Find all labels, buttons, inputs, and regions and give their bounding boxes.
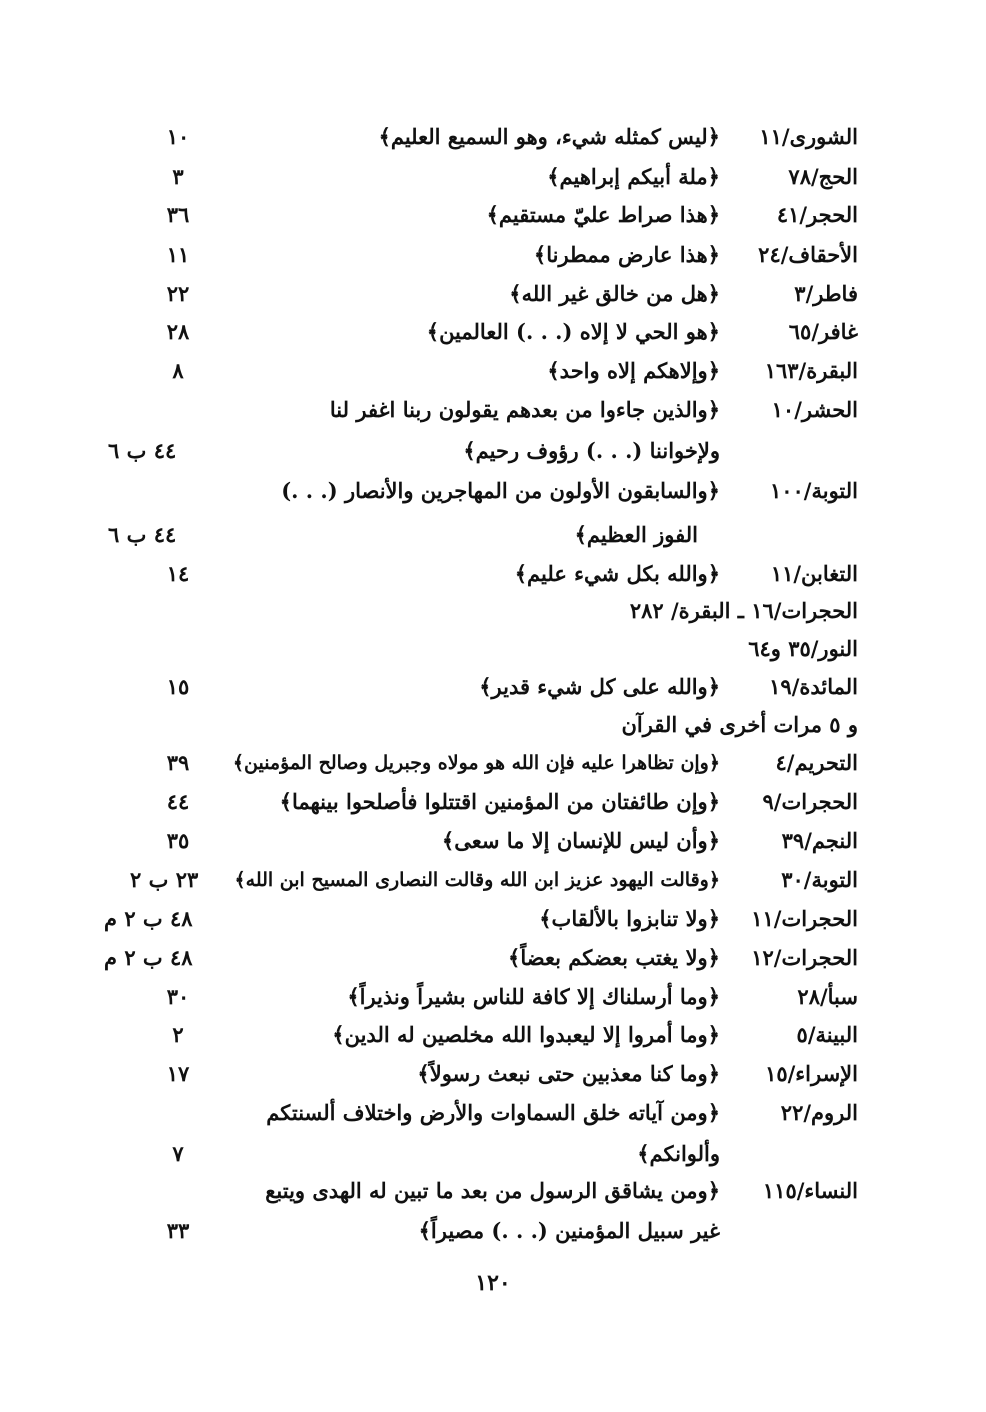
page-reference: ٣٦ — [166, 202, 190, 227]
index-row — [0, 196, 986, 234]
surah-reference: الإسراء/١٥ — [765, 1061, 858, 1086]
verse-text: ﴿ومن آياته خلق السماوات والأرض واختلاف ألسنتكم — [266, 1100, 720, 1125]
page-number: ١٢٠ — [475, 1270, 511, 1296]
page-reference: ٢٣ ب ٢ — [130, 867, 199, 892]
surah-reference: التحريم/٤ — [775, 750, 858, 775]
index-row — [0, 1212, 986, 1250]
cross-reference-line: النور/٣٥ و٦٤ — [748, 636, 858, 661]
verse-text: ﴿هذا صراط عليّ مستقيم﴾ — [486, 202, 720, 227]
page-reference: ٢٢ — [166, 281, 190, 306]
index-row — [0, 592, 986, 630]
verse-text: ﴿وأن ليس للإنسان إلا ما سعى﴾ — [441, 828, 720, 853]
verse-text: وألوانكم﴾ — [637, 1141, 720, 1166]
page-reference: ١٤ — [166, 561, 190, 586]
surah-reference: التغابن/١١ — [770, 561, 858, 586]
index-row — [0, 391, 986, 429]
page-reference: ٣٠ — [166, 984, 190, 1009]
page-reference: ٤٨ ب ٢ م — [104, 945, 193, 970]
surah-reference: التوبة/١٠٠ — [769, 478, 858, 503]
surah-reference: الحجر/٤١ — [776, 202, 858, 227]
index-row — [0, 236, 986, 274]
verse-text: ﴿هو الحي لا إلاه (. . .) العالمين﴾ — [426, 319, 720, 344]
index-row — [0, 900, 986, 938]
page-reference: ٤٤ ب ٦ — [108, 522, 177, 547]
page-reference: ٣٥ — [166, 828, 190, 853]
page-reference: ٣ — [172, 164, 184, 189]
index-row — [0, 939, 986, 977]
index-row — [0, 706, 986, 744]
verse-text: ولإخواننا (. . .) رؤوف رحيم﴾ — [463, 438, 720, 463]
verse-text: ﴿هذا عارض ممطرنا﴾ — [533, 242, 720, 267]
cross-reference-line: الحجرات/١٦ ـ البقرة/ ٢٨٢ — [629, 598, 858, 623]
page-reference: ١١ — [166, 242, 190, 267]
index-row — [0, 1094, 986, 1132]
verse-text: ﴿وإن طائفتان من المؤمنين اقتتلوا فأصلحوا بينهما﴾ — [279, 789, 720, 814]
note-line: و ٥ مرات أخرى في القرآن — [621, 712, 858, 737]
index-row — [0, 352, 986, 390]
index-row — [0, 822, 986, 860]
surah-reference: الحجرات/١١ — [751, 906, 858, 931]
verse-text: ﴿ولا يغتب بعضكم بعضاً﴾ — [508, 945, 720, 970]
surah-reference: الحشر/١٠ — [771, 397, 858, 422]
index-row — [0, 861, 986, 899]
verse-text: ﴿والسابقون الأولون من المهاجرين والأنصار (. . .) — [281, 478, 720, 503]
index-row — [0, 555, 986, 593]
page-reference: ٢ — [172, 1022, 184, 1047]
index-row — [0, 1135, 986, 1173]
verse-text: ﴿وما أمروا إلا ليعبدوا الله مخلصين له الدين﴾ — [332, 1022, 720, 1047]
surah-reference: التوبة/٣٠ — [781, 867, 858, 892]
page-reference: ٣٩ — [166, 750, 190, 775]
verse-text: ﴿ولا تنابزوا بالألقاب﴾ — [539, 906, 720, 931]
verse-text: ﴿والذين جاءوا من بعدهم يقولون ربنا اغفر لنا — [329, 397, 720, 422]
index-row — [0, 472, 986, 510]
page-reference: ١٧ — [166, 1061, 190, 1086]
page-reference: ٤٤ ب ٦ — [108, 438, 177, 463]
page-reference: ١٠ — [166, 124, 190, 149]
surah-reference: الروم/٢٢ — [780, 1100, 858, 1125]
verse-text: ﴿والله بكل شيء عليم﴾ — [514, 561, 720, 586]
verse-text: الفوز العظيم﴾ — [574, 522, 698, 547]
verse-text: ﴿وإلاهكم إلاه واحد﴾ — [547, 358, 720, 383]
surah-reference: النجم/٣٩ — [781, 828, 858, 853]
index-row — [0, 516, 986, 554]
verse-text: ﴿وإن تظاهرا عليه فإن الله هو مولاه وجبريل وصالح المؤمنين﴾ — [232, 752, 720, 774]
index-row — [0, 668, 986, 706]
surah-reference: النساء/١١٥ — [762, 1178, 858, 1203]
index-row — [0, 1172, 986, 1210]
index-row — [0, 158, 986, 196]
index-row — [0, 744, 986, 782]
verse-text: ﴿والله على كل شيء قدير﴾ — [479, 674, 720, 699]
verse-text: ﴿وما أرسلناك إلا كافة للناس بشيراً ونذيراً﴾ — [347, 984, 720, 1009]
index-row — [0, 783, 986, 821]
index-row — [0, 118, 986, 156]
index-row — [0, 630, 986, 668]
index-row — [0, 1016, 986, 1054]
page-reference: ٤٤ — [166, 789, 190, 814]
index-row — [0, 313, 986, 351]
verse-text: ﴿ليس كمثله شيء، وهو السميع العليم﴾ — [378, 124, 720, 149]
page-reference: ٨ — [172, 358, 184, 383]
verse-text: غير سبيل المؤمنين (. . .) مصيراً﴾ — [418, 1218, 720, 1243]
surah-reference: الأحقاف/٢٤ — [758, 242, 858, 267]
surah-reference: غافر/٦٥ — [788, 319, 858, 344]
surah-reference: الحجرات/٩ — [762, 789, 858, 814]
index-row — [0, 275, 986, 313]
page-reference: ٢٨ — [166, 319, 190, 344]
page-reference: ١٥ — [166, 674, 190, 699]
surah-reference: الشورى/١١ — [759, 124, 858, 149]
index-row — [0, 978, 986, 1016]
surah-reference: فاطر/٣ — [794, 281, 858, 306]
verse-text: ﴿وما كنا معذبين حتى نبعث رسولاً﴾ — [417, 1061, 720, 1086]
surah-reference: سبأ/٢٨ — [797, 984, 858, 1009]
verse-text: ﴿وقالت اليهود عزيز ابن الله وقالت النصارى المسيح ابن الله﴾ — [234, 869, 720, 891]
page-reference: ٤٨ ب ٢ م — [104, 906, 193, 931]
surah-reference: البقرة/١٦٣ — [764, 358, 858, 383]
surah-reference: المائدة/١٩ — [769, 674, 858, 699]
page-reference: ٣٣ — [166, 1218, 190, 1243]
verse-text: ﴿ومن يشاقق الرسول من بعد ما تبين له الهدى ويتبع — [265, 1178, 720, 1203]
verse-text: ﴿ملة أبيكم إبراهيم﴾ — [547, 164, 720, 189]
surah-reference: الحج/٧٨ — [788, 164, 858, 189]
index-row — [0, 1055, 986, 1093]
surah-reference: الحجرات/١٢ — [751, 945, 858, 970]
page-reference: ٧ — [172, 1141, 184, 1166]
index-row — [0, 432, 986, 470]
verse-text: ﴿هل من خالق غير الله﴾ — [509, 281, 720, 306]
surah-reference: البينة/٥ — [796, 1022, 858, 1047]
